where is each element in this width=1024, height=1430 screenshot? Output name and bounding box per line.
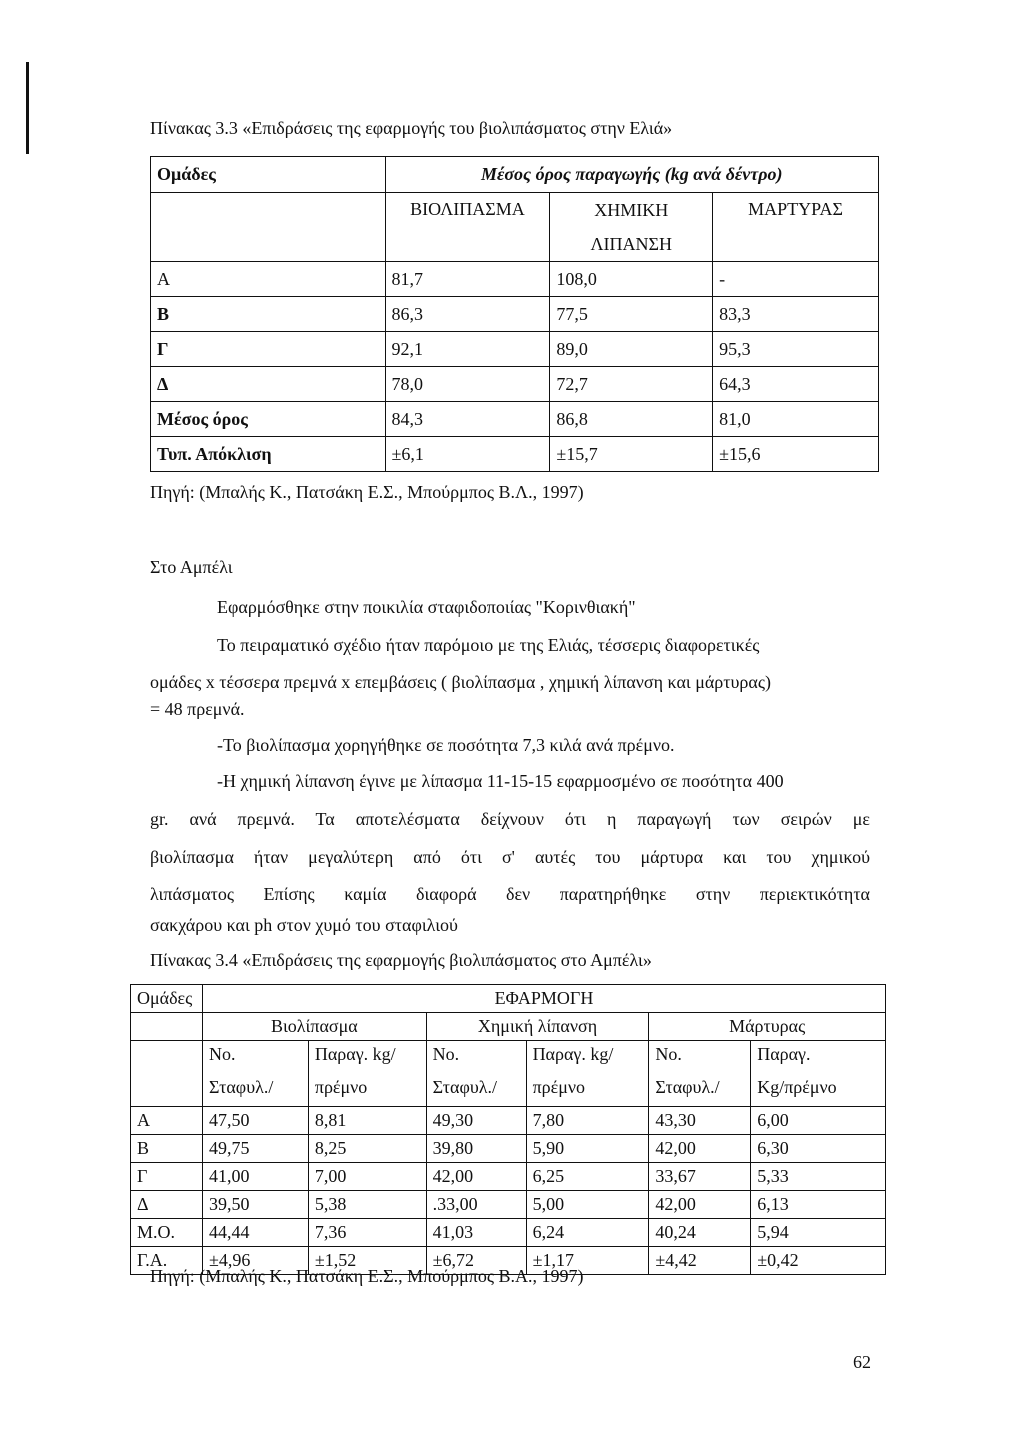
table1-col-control: ΜΑΡΤΥΡΑΣ	[713, 193, 879, 262]
sub-header: No.	[202, 1041, 308, 1069]
cell: 6,00	[751, 1107, 886, 1135]
sub-header: πρέμνο	[308, 1068, 426, 1107]
page-edge-mark	[26, 62, 29, 154]
row-label: Τυπ. Απόκλιση	[151, 437, 386, 472]
cell: .33,00	[426, 1191, 526, 1219]
cell: 89,0	[550, 332, 713, 367]
paragraph-line: βιολίπασμα ήταν μεγαλύτερη από ότι σ' αυτές του μάρτυρα και του χημικού	[150, 847, 870, 867]
paragraph-line: ομάδες x τέσσερα πρεμνά x επεμβάσεις ( βιολίπασμα , χημική λίπανση και μάρτυρας)	[150, 672, 771, 692]
cell: 33,67	[649, 1163, 751, 1191]
row-label: Β	[151, 297, 386, 332]
paragraph-line: = 48 πρεμνά.	[150, 699, 245, 719]
sub-header: Σταφυλ./	[202, 1068, 308, 1107]
cell: 95,3	[713, 332, 879, 367]
cell: 5,33	[751, 1163, 886, 1191]
row-label: Γ.Α.	[131, 1247, 203, 1275]
row-label: Δ	[151, 367, 386, 402]
sub-header: Παραγ.	[751, 1041, 886, 1069]
table2-group-chem: Χημική λίπανση	[426, 1013, 649, 1041]
cell: 47,50	[202, 1107, 308, 1135]
sub-header: Kg/πρέμνο	[751, 1068, 886, 1107]
cell: 7,80	[526, 1107, 649, 1135]
row-label: Μέσος όρος	[151, 402, 386, 437]
row-label: Γ	[131, 1163, 203, 1191]
row-label: Α	[131, 1107, 203, 1135]
table2	[130, 984, 886, 1275]
table-row	[151, 402, 879, 437]
sub-header: πρέμνο	[526, 1068, 649, 1107]
cell: -	[713, 262, 879, 297]
table1-empty-header	[151, 193, 386, 262]
sub-header: Παραγ. kg/	[526, 1041, 649, 1069]
table2-empty-header	[131, 1013, 203, 1041]
cell: 5,90	[526, 1135, 649, 1163]
table2-title: ΕΦΑΡΜΟΓΗ	[202, 985, 885, 1013]
table-row	[151, 262, 879, 297]
cell: 49,75	[202, 1135, 308, 1163]
sub-header: Σταφυλ./	[649, 1068, 751, 1107]
table1-col-chem-1: ΧΗΜΙΚΗ	[550, 193, 713, 228]
cell: 6,24	[526, 1219, 649, 1247]
table-row	[131, 1219, 886, 1247]
cell: 39,80	[426, 1135, 526, 1163]
cell: 42,00	[426, 1163, 526, 1191]
table1-col-chem-2: ΛΙΠΑΝΣΗ	[550, 227, 713, 262]
cell: 43,30	[649, 1107, 751, 1135]
cell: 64,3	[713, 367, 879, 402]
row-label: Γ	[151, 332, 386, 367]
cell: 6,25	[526, 1163, 649, 1191]
sub-header: Παραγ. kg/	[308, 1041, 426, 1069]
paragraph-line: Εφαρμόσθηκε στην ποικιλία σταφιδοποιίας "Κορινθιακή"	[217, 597, 636, 617]
paragraph-line: λιπάσματος Επίσης καμία διαφορά δεν παρατηρήθηκε στην περιεκτικότητα	[150, 884, 870, 904]
cell: 7,00	[308, 1163, 426, 1191]
sub-header: No.	[649, 1041, 751, 1069]
cell: 86,3	[385, 297, 550, 332]
table-row	[131, 1107, 886, 1135]
cell: 81,7	[385, 262, 550, 297]
table1-col-bio: ΒΙΟΛΙΠΑΣΜΑ	[385, 193, 550, 262]
table2-caption: Πίνακας 3.4 «Επιδράσεις της εφαρμογής βιολιπάσματος στο Αμπέλι»	[150, 950, 652, 970]
cell: 5,94	[751, 1219, 886, 1247]
table2-empty-sub	[131, 1068, 203, 1107]
cell: 81,0	[713, 402, 879, 437]
table-row	[131, 1191, 886, 1219]
cell: 8,81	[308, 1107, 426, 1135]
cell: 84,3	[385, 402, 550, 437]
cell: 49,30	[426, 1107, 526, 1135]
cell: 83,3	[713, 297, 879, 332]
table1	[150, 156, 879, 472]
paragraph-line: σακχάρου και ph στον χυμό του σταφιλιού	[150, 915, 458, 935]
cell: 72,7	[550, 367, 713, 402]
table-row	[151, 437, 879, 472]
cell: 39,50	[202, 1191, 308, 1219]
cell: 6,30	[751, 1135, 886, 1163]
cell: ±0,42	[751, 1247, 886, 1275]
cell: 40,24	[649, 1219, 751, 1247]
cell: ±15,6	[713, 437, 879, 472]
cell: 77,5	[550, 297, 713, 332]
table1-caption: Πίνακας 3.3 «Επιδράσεις της εφαρμογής του βιολιπάσματος στην Ελιά»	[150, 118, 673, 138]
cell: 108,0	[550, 262, 713, 297]
table2-source: Πηγή: (Μπαλής Κ., Πατσάκη Ε.Σ., Μπούρμπος Β.Α., 1997)	[150, 1266, 584, 1286]
row-label: Α	[151, 262, 386, 297]
section-title: Στο Αμπέλι	[150, 557, 233, 577]
table-row	[131, 1163, 886, 1191]
table-row	[151, 332, 879, 367]
cell: 92,1	[385, 332, 550, 367]
page-number: 62	[853, 1352, 871, 1372]
row-label: Δ	[131, 1191, 203, 1219]
cell: ±4,96	[202, 1247, 308, 1275]
table-row	[151, 367, 879, 402]
table1-group-header: Ομάδες	[151, 157, 386, 193]
cell: 44,44	[202, 1219, 308, 1247]
cell: ±4,42	[649, 1247, 751, 1275]
cell: 5,00	[526, 1191, 649, 1219]
cell: ±6,1	[385, 437, 550, 472]
cell: 41,00	[202, 1163, 308, 1191]
cell: ±1,17	[526, 1247, 649, 1275]
cell: 7,36	[308, 1219, 426, 1247]
table2-empty-sub	[131, 1041, 203, 1069]
paragraph-line: Το πειραματικό σχέδιο ήταν παρόμοιο με της Ελιάς, τέσσερις διαφορετικές	[217, 635, 760, 655]
table2-group-control: Μάρτυρας	[649, 1013, 886, 1041]
sub-header: No.	[426, 1041, 526, 1069]
cell: 8,25	[308, 1135, 426, 1163]
sub-header: Σταφυλ./	[426, 1068, 526, 1107]
cell: 5,38	[308, 1191, 426, 1219]
table-row	[131, 1135, 886, 1163]
cell: ±15,7	[550, 437, 713, 472]
cell: 42,00	[649, 1191, 751, 1219]
paragraph-line: -Η χημική λίπανση έγινε με λίπασμα 11-15-15 εφαρμοσμένο σε ποσότητα 400	[217, 771, 784, 791]
table1-source: Πηγή: (Μπαλής Κ., Πατσάκη Ε.Σ., Μπούρμπος Β.Λ., 1997)	[150, 482, 584, 502]
table2-group-bio: Βιολίπασμα	[202, 1013, 426, 1041]
paragraph-line: gr. ανά πρεμνά. Τα αποτελέσματα δείχνουν ότι η παραγωγή των σειρών με	[150, 809, 870, 829]
cell: 6,13	[751, 1191, 886, 1219]
cell: ±1,52	[308, 1247, 426, 1275]
table-row	[151, 297, 879, 332]
cell: 78,0	[385, 367, 550, 402]
cell: 86,8	[550, 402, 713, 437]
cell: ±6,72	[426, 1247, 526, 1275]
table1-title: Μέσος όρος παραγωγής (kg ανά δέντρο)	[385, 157, 878, 193]
cell: 42,00	[649, 1135, 751, 1163]
table2-group-header: Ομάδες	[131, 985, 203, 1013]
paragraph-line: -Το βιολίπασμα χορηγήθηκε σε ποσότητα 7,3 κιλά ανά πρέμνο.	[217, 735, 675, 755]
row-label: Μ.Ο.	[131, 1219, 203, 1247]
cell: 41,03	[426, 1219, 526, 1247]
row-label: Β	[131, 1135, 203, 1163]
